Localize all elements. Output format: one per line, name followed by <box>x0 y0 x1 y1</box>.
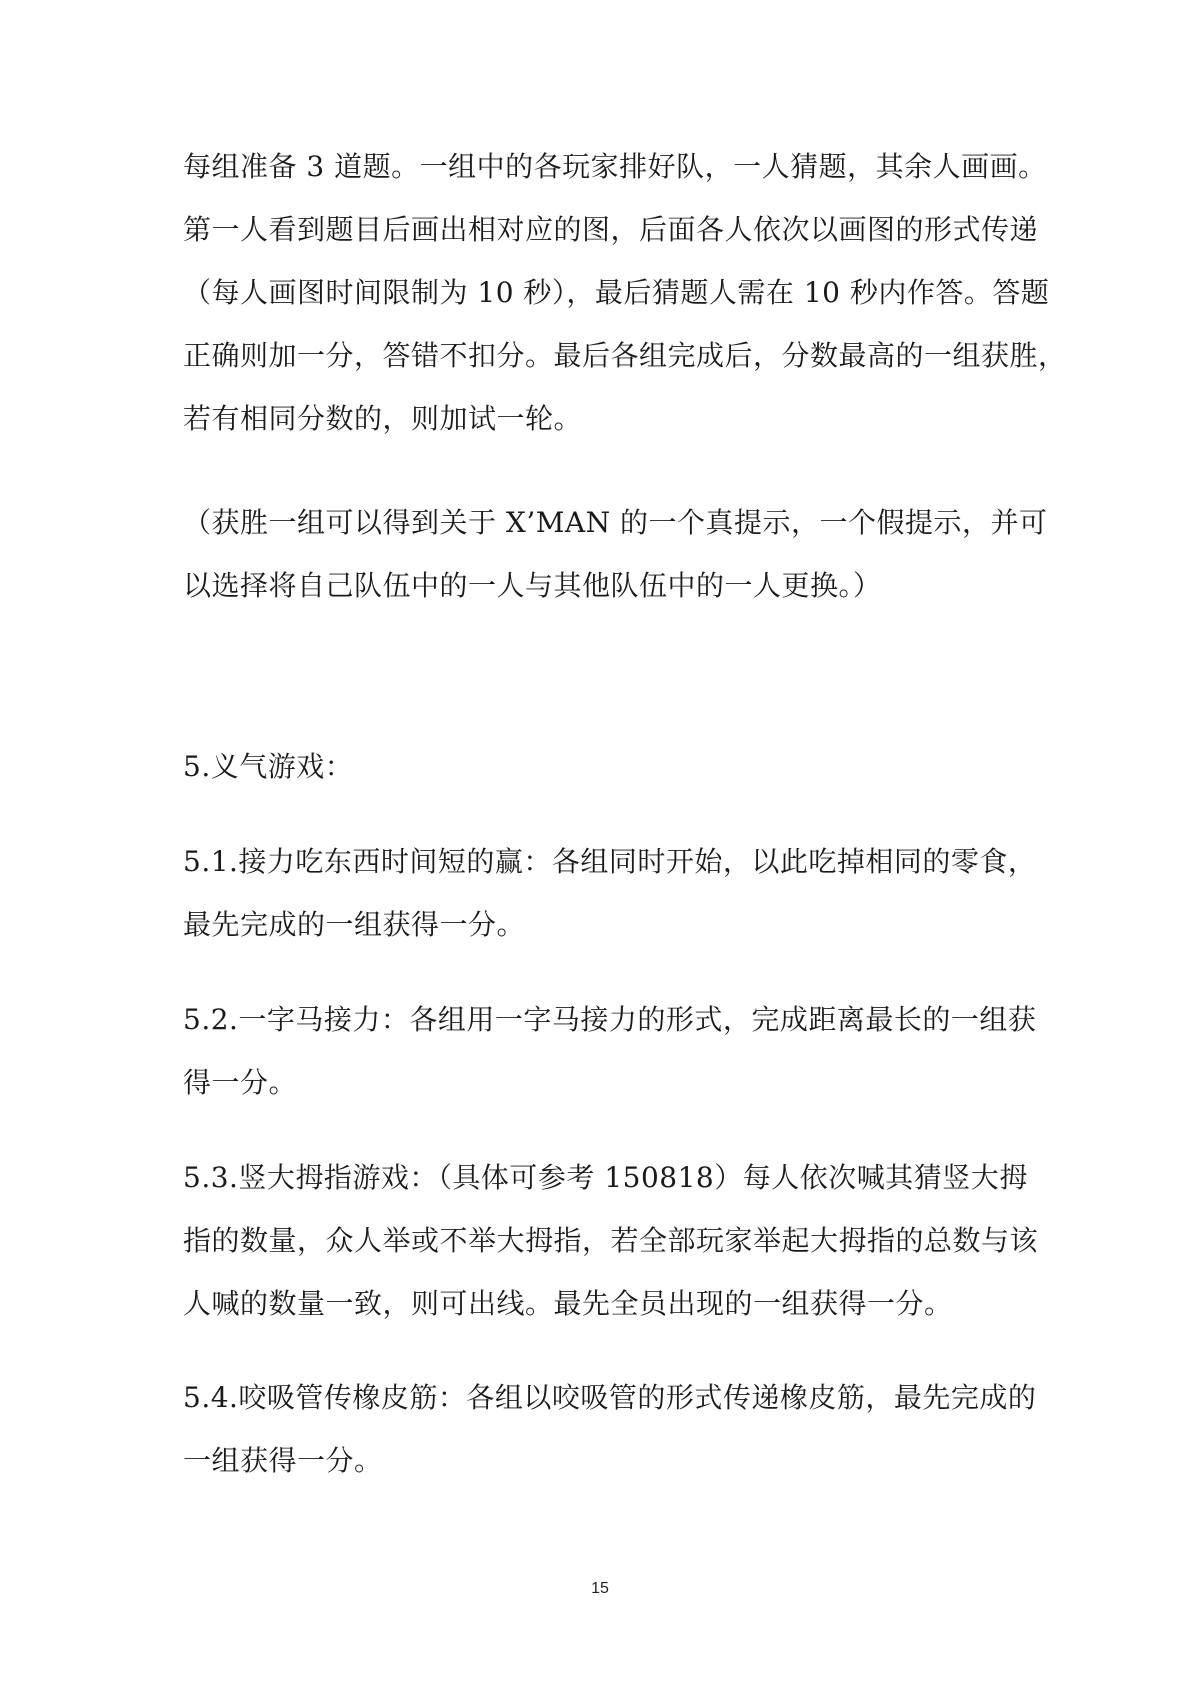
text-line: 5.1.接力吃东西时间短的赢：各组同时开始，以此吃掉相同的零食， <box>183 845 1037 878</box>
text-line: 5.3.竖大拇指游戏：（具体可参考 150818）每人依次喊其猜竖大拇 <box>183 1161 1028 1194</box>
text-line: 得一分。 <box>183 1066 298 1099</box>
text-line: （获胜一组可以得到关于 X’MAN 的一个真提示，一个假提示，并可 <box>183 506 1048 539</box>
text-line: 5.义气游戏： <box>183 750 354 783</box>
text-line: 5.2.一字马接力：各组用一字马接力的形式，完成距离最长的一组获 <box>183 1003 1037 1036</box>
text-line: 5.4.咬吸管传橡皮筋：各组以咬吸管的形式传递橡皮筋，最先完成的 <box>183 1381 1037 1414</box>
paragraph-item-5-1 <box>183 830 1037 956</box>
text-line: 每组准备 3 道题。一组中的各玩家排好队，一人猜题，其余人画画。 <box>183 150 1047 183</box>
text-line: 指的数量，众人举或不举大拇指，若全部玩家举起大拇指的总数与该 <box>183 1224 1039 1257</box>
paragraph-winner-reward <box>183 491 1048 617</box>
text-line: 以选择将自己队伍中的一人与其他队伍中的一人更换。） <box>183 569 882 602</box>
paragraph-item-5-2 <box>183 988 1037 1114</box>
text-line: 正确则加一分，答错不扣分。最后各组完成后，分数最高的一组获胜， <box>183 339 1067 372</box>
text-line: 一组获得一分。 <box>183 1444 383 1477</box>
text-line: 第一人看到题目后画出相对应的图，后面各人依次以画图的形式传递 <box>183 213 1039 246</box>
paragraph-drawing-relay-rules <box>183 135 1067 450</box>
paragraph-item-5-3 <box>183 1146 1039 1335</box>
paragraph-item-5-4 <box>183 1366 1037 1492</box>
page-number: 15 <box>591 1580 609 1597</box>
text-line: 人喊的数量一致，则可出线。最先全员出现的一组获得一分。 <box>183 1287 953 1320</box>
text-line: （每人画图时间限制为 10 秒），最后猜题人需在 10 秒内作答。答题 <box>183 276 1050 309</box>
text-line: 若有相同分数的，则加试一轮。 <box>183 402 583 435</box>
text-line: 最先完成的一组获得一分。 <box>183 908 526 941</box>
section-heading-loyalty-games <box>183 735 1028 798</box>
